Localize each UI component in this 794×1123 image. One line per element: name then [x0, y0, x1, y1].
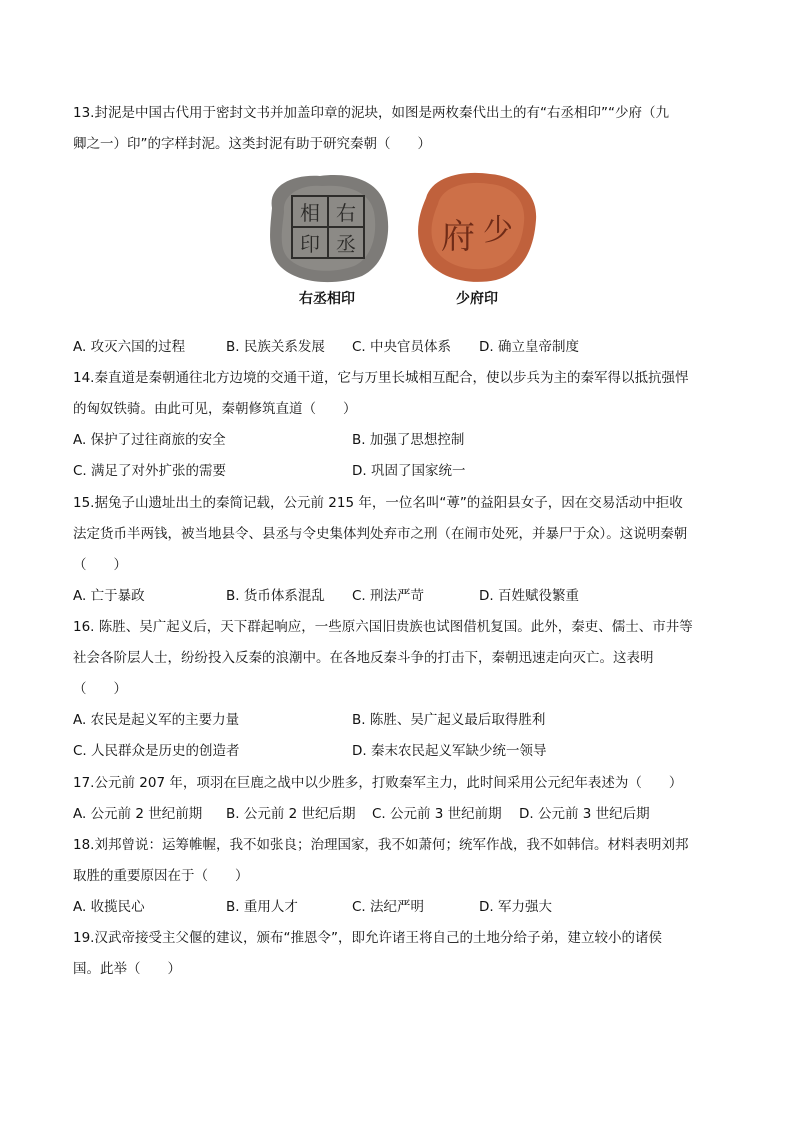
- q14-option-b[interactable]: B. 加强了思想控制: [352, 432, 465, 448]
- seal-left-char-1: 右: [336, 201, 356, 225]
- q14-option-c[interactable]: C. 满足了对外扩张的需要: [73, 463, 227, 479]
- q17-option-b[interactable]: B. 公元前 2 世纪后期: [226, 806, 356, 822]
- q18-option-d[interactable]: D. 军力强大: [479, 899, 552, 915]
- q15-option-c[interactable]: C. 刑法严苛: [352, 588, 425, 604]
- q18-stem-line1: 18.刘邦曾说：运筹帷幄，我不如张良；治理国家，我不如萧何；统军作战，我不如韩信。材料表明刘邦: [73, 837, 689, 853]
- seal-left-image: [262, 168, 392, 286]
- q13-stem-line2: 卿之一）印”的字样封泥。这类封泥有助于研究秦朝（ ）: [73, 136, 431, 152]
- seal-right-image: [412, 168, 542, 286]
- q17-option-a[interactable]: A. 公元前 2 世纪前期: [73, 806, 203, 822]
- q19-stem-line1: 19.汉武帝接受主父偃的建议，颁布“推恩令”，即允许诸王将自己的土地分给子弟，建立较小的诸侯: [73, 930, 662, 946]
- q16-stem-line3: （ ）: [73, 681, 127, 697]
- seal-left-char-2: 丞: [336, 232, 356, 256]
- seal-right-caption: 少府印: [456, 291, 498, 307]
- q17-option-c[interactable]: C. 公元前 3 世纪前期: [372, 806, 502, 822]
- seal-images: [262, 168, 542, 318]
- q15-option-d[interactable]: D. 百姓赋役繁重: [479, 588, 579, 604]
- q14-option-d[interactable]: D. 巩固了国家统一: [352, 463, 466, 479]
- q15-stem-line2: 法定货币半两钱，被当地县令、县丞与令史集体判处弃市之刑（在闹市处死，并暴尸于众）。这说明秦朝: [73, 526, 688, 542]
- q13-option-d[interactable]: D. 确立皇帝制度: [479, 339, 579, 355]
- seal-left-char-4: 印: [300, 232, 320, 256]
- q18-option-a[interactable]: A. 收揽民心: [73, 899, 145, 915]
- q13-option-b[interactable]: B. 民族关系发展: [226, 339, 325, 355]
- seal-right-char-1: 府: [441, 217, 475, 257]
- q16-stem-line2: 社会各阶层人士，纷纷投入反秦的浪潮中。在各地反秦斗争的打击下，秦朝迅速走向灭亡。这表明: [73, 650, 654, 666]
- q13-option-a[interactable]: A. 攻灭六国的过程: [73, 339, 186, 355]
- q18-option-b[interactable]: B. 重用人才: [226, 899, 298, 915]
- q13-stem-line1: 13.封泥是中国古代用于密封文书并加盖印章的泥块，如图是两枚秦代出土的有“右丞相印”“少府（九: [73, 105, 669, 121]
- q16-option-b[interactable]: B. 陈胜、吴广起义最后取得胜利: [352, 712, 546, 728]
- q16-stem-line1: 16. 陈胜、吴广起义后，天下群起响应，一些原六国旧贵族也试图借机复国。此外，秦吏、儒士、市井等: [73, 619, 693, 635]
- seal-left: [262, 168, 392, 318]
- seal-left-caption: 右丞相印: [299, 291, 355, 307]
- seal-right-char-2: 少: [483, 213, 513, 248]
- q15-stem-line1: 15.据兔子山遗址出土的秦简记载，公元前 215 年，一位名叫“蒪”的益阳县女子，因在交易活动中拒收: [73, 495, 683, 511]
- q14-stem-line2: 的匈奴铁骑。由此可见，秦朝修筑直道（ ）: [73, 401, 357, 417]
- q18-option-c[interactable]: C. 法纪严明: [352, 899, 425, 915]
- seal-right: [412, 168, 542, 318]
- q17-option-d[interactable]: D. 公元前 3 世纪后期: [519, 806, 650, 822]
- q17-stem-line1: 17.公元前 207 年，项羽在巨鹿之战中以少胜多，打败秦军主力，此时间采用公元纪年表述为（ ）: [73, 775, 683, 791]
- q15-option-b[interactable]: B. 货币体系混乱: [226, 588, 325, 604]
- q14-stem-line1: 14.秦直道是秦朝通往北方边境的交通干道，它与万里长城相互配合，使以步兵为主的秦军得以抵抗强悍: [73, 370, 689, 386]
- q15-stem-line3: （ ）: [73, 557, 127, 573]
- q16-option-a[interactable]: A. 农民是起义军的主要力量: [73, 712, 240, 728]
- q15-option-a[interactable]: A. 亡于暴政: [73, 588, 145, 604]
- seal-left-char-3: 相: [300, 201, 320, 225]
- q16-option-d[interactable]: D. 秦末农民起义军缺少统一领导: [352, 743, 547, 759]
- q19-stem-line2: 国。此举（ ）: [73, 961, 181, 977]
- q13-option-c[interactable]: C. 中央官员体系: [352, 339, 452, 355]
- q18-stem-line2: 取胜的重要原因在于（ ）: [73, 868, 249, 884]
- q14-option-a[interactable]: A. 保护了过往商旅的安全: [73, 432, 226, 448]
- q16-option-c[interactable]: C. 人民群众是历史的创造者: [73, 743, 240, 759]
